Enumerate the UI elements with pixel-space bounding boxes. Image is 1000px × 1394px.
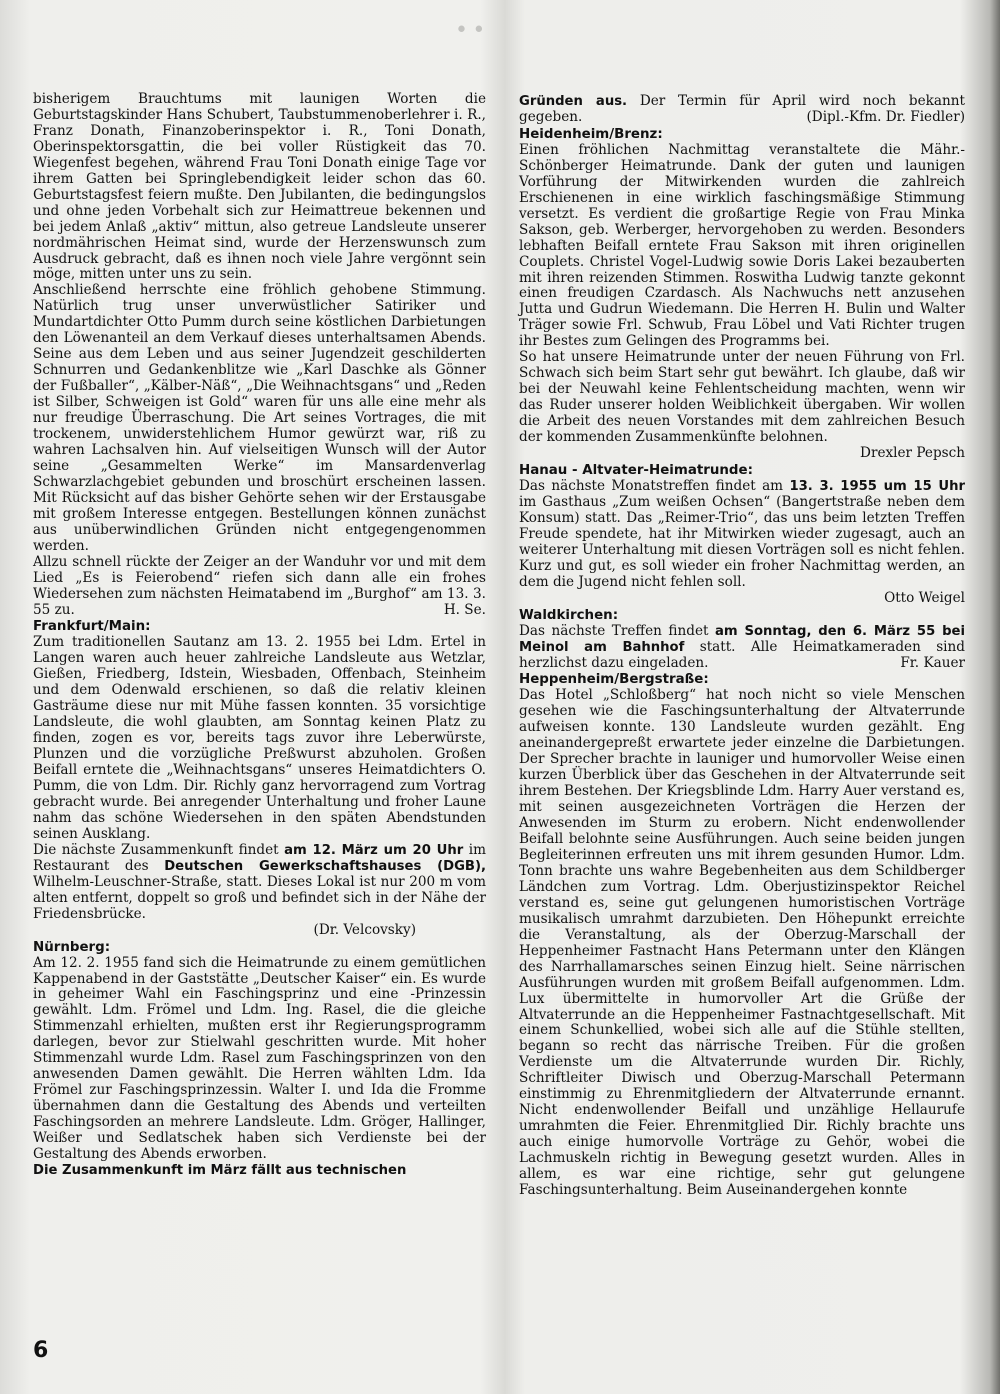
section-heading-heppenheim: Heppenheim/Bergstraße: (519, 672, 709, 688)
article-paragraph: Das Hotel „Schloßberg“ hat noch nicht so viele Menschen gesehen wie die Faschingsunterhaltung der Altvaterrunde aufweisen konnte. 130 Landsleute wurden gezählt. Eng aneinandergepreßt erwartete jeder einzelne die Darbietungen. Der Sprecher brachte in launiger und humorvoller Weise einen kurzen Überblick über das Geschehen in der Altvaterrunde seit ihrem Bestehen. Der Kriegsblinde Ldm. Harry Auer verstand es, mit seinen ausgezeichneten Vorträgen die Herzen der Anwesenden im Sturm zu erobern. Nicht endenwollender Beifall belohnte seine Ausführungen. Auch seine beiden jungen Begleiterinnen erfreuten uns mit ihrem gesunden Humor. Ldm. Tonn brachte uns wahre Begebenheiten aus dem Schildberger Ländchen zum Vortrag. Ldm. Oberjustizinspektor Reichel verstand es, seine gut gelungenen humoristischen Vorträge musikalisch umrahmt darzubieten. Den Höhepunkt erreichte die Veranstaltung, als der Oberzug-Marschall der Heppenheimer Fastnacht Hans Petermann unter den Klängen des Narrhallamarsches seinen Einzug hielt. Seine närrischen Ausführungen wurden mit großem Beifall aufgenommen. Ldm. Lux übermittelte in humorvoller Art die Grüße der Altvaterrunde an die Heppenheimer Fastnachtgesellschaft. Mit einem Schunkellied, wobei sich alle auf die Stühle stellten, begann so recht das närrische Treiben. Für die großen Verdienste um die Altvaterrunde wurden Dir. Richly, Schriftleiter Diwisch und Oberzug-Marschall Petermann einstimmig zu Ehrenmitgliedern der Altvaterrunde ernannt. Nicht endenwollender Beifall und unzählige Hellaurufe umrahmten die Feier. Ehrenmitglied Dir. Richly brachte uns auch einige humorvolle Vorträge zu Gehör, wobei die Lachmuskeln richtig in Bewegung gesetzt wurden. Alles in allem, es war eine richtige, sehr gut gelungene Faschingsunterhaltung. Beim Auseinandergehen konnte (519, 687, 965, 1198)
author-signature: Otto Weigel (884, 589, 965, 606)
paragraph-text: Das nächste Treffen findet (519, 622, 709, 639)
right-column (519, 94, 965, 1199)
article-paragraph: Am 12. 2. 1955 fand sich die Heimatrunde zu einem gemütlichen Kappenabend in der Gaststätte „Deutscher Kaiser“ ein. Es wurde in geheimer Wahl ein Faschingsprinz und eine -Prinzessin gewählt. Ldm. Frömel und Ldm. Ing. Rasel, die die gleiche Stimmenzahl erhielten, mußten erst ihr Regierungsprogramm darlegen, bevor zur Stielwahl geschritten wurde. Mit hoher Stimmenzahl wurde Ldm. Rasel zum Faschingsprinzen von den anwesenden Damen gewählt. Die Herren wählten Ldm. Ida Frömel zur Faschingsprinzessin. Walter I. und Ida die Fromme übernahmen dann die Gestaltung des Abends und verteilten Faschingsorden an mehrere Landsleute. Ldm. Gröger, Hallinger, Weißer und Sedlatschek haben sich Verdienste bei der Gestaltung des Abends erworben. (33, 954, 486, 1162)
article-paragraph (519, 624, 965, 672)
article-paragraph: Einen fröhlichen Nachmittag veranstaltete die Mähr.-Schönberger Heimatrunde. Dank der guten und launigen Vorführung der Mitwirkenden wurden die zahlreich Erschienenen in eine wirklich faschingsmäßige Stimmung versetzt. Es verdient die großartige Regie von Frau Minka Sakson, geb. Werberger, hervorgehoben zu werden. Besonders lebhaften Beifall erntete Frau Sakson mit ihren originellen Couplets. Christel Vogel-Ludwig sowie Doris Lakei bezauberten mit ihren reizenden Stimmen. Roswitha Ludwig tanzte gekonnt einen freudigen Czardasch. Als Nachwuchs nett anzusehen Jutta und Gudrun Wiedemann. Die Herren H. Bulin und Walter Träger sowie Frl. Schwub, Frau Löbel und Vati Richter trugen ihr Bestes zum Gelingen des Programms bei. (519, 141, 965, 350)
author-signature: Drexler Pepsch (860, 445, 965, 462)
left-column (33, 92, 486, 1179)
print-smudge: • • (455, 18, 486, 43)
paragraph-text: Das nächste Monatstreffen findet am (519, 477, 784, 494)
paragraph-text: im Gasthaus „Zum weißen Ochsen“ (Bangertstraße neben dem Konsum) statt. Das „Reimer-Trio“, das uns beim letzten Treffen Freude spendete, hat ihr Mitwirken wieder zugesagt, auch an weiterer Unterhaltung mit diesen Vorträgen soll es nicht fehlen. Kurz und gut, es soll wieder ein froher Nachmittag werden, an dem die Jugend nicht fehlen soll. (519, 493, 965, 590)
paragraph-text: statt. Alle Heimatkameraden sind herzlichst dazu eingeladen. (519, 638, 965, 671)
article-paragraph (33, 843, 486, 923)
bold-date: am Sonntag, den 6. März 55 bei Meinol am Bahnhof (519, 623, 965, 655)
author-signature: (Dr. Velcovsky) (313, 921, 416, 938)
author-signature: H. Se. (443, 601, 486, 618)
section-heading-frankfurt: Frankfurt/Main: (33, 619, 151, 635)
paragraph-text: im Restaurant des (33, 841, 486, 874)
bold-date: 13. 3. 1955 um 15 Uhr (789, 478, 965, 494)
article-paragraph: bisherigem Brauchtums mit launigen Worten die Geburtstagskinder Hans Schubert, Taubstummenoberlehrer i. R., Franz Donath, Finanzoberinspektor i. R., Toni Donath, Oberinspektorsgattin, die bei voller Rüstigkeit das 70. Wiegenfest begehen, während Frau Toni Donath einige Tage vor ihrem Gatten bei Springlebendigkeit leider schon das 60. Geburtstagsfest feiern mußte. Den Jubilanten, die bedingungslos und ohne jeden Vorbehalt sich zur Heimattreue bekennen und bei jedem Anlaß „aktiv“ mittun, also getreue Landsleute unserer nordmährischen Heimat sind, wurde der Herzenswunsch zum Ausdruck gebracht, daß es ihnen noch viele Jahre vergönnt sein möge, mitten unter uns zu sein. (33, 91, 486, 283)
section-heading-waldkirchen: Waldkirchen: (519, 607, 619, 623)
article-paragraph (33, 555, 486, 619)
article-paragraph: So hat unsere Heimatrunde unter der neuen Führung von Frl. Schwach sich beim Start sehr gut bewährt. Ich glaube, daß wir bei der Neuwahl keine Fehlentscheidung machten, wenn wir das Ruder unserer holden Weiblichkeit übergaben. Wir wollen die Arbeit des neuen Vorstandes mit dem zahlreichen Besuch der kommenden Zusammenkünfte belohnen. (519, 349, 965, 446)
paragraph-text: Allzu schnell rückte der Zeiger an der Wanduhr vor und mit dem Lied „Es is Feierobend“ riefen sich dann alle ein frohes Wiedersehen zum nächsten Heimatabend im „Burghof“ am 13. 3. 55 zu. (33, 553, 486, 618)
section-heading-hanau: Hanau - Altvater-Heimatrunde: (519, 462, 753, 478)
bold-date: am 12. März um 20 Uhr (284, 842, 464, 858)
paragraph-text: Die nächste Zusammenkunft findet (33, 841, 279, 858)
paragraph-text: Wilhelm-Leuschner-Straße, statt. Dieses Lokal ist nur 200 m vom alten entfernt, doppelt so groß und befindet sich in der Nähe der Friedensbrücke. (33, 873, 486, 922)
author-signature: Fr. Kauer (900, 654, 965, 671)
section-heading-nuernberg: Nürnberg: (33, 939, 111, 955)
bold-notice: Die Zusammenkunft im März fällt aus technischen (33, 1162, 407, 1178)
bold-venue: Deutschen Gewerkschaftshauses (DGB), (164, 858, 486, 874)
article-paragraph: Anschließend herrschte eine fröhlich gehobene Stimmung. Natürlich trug unser unverwüstlicher Satiriker und Mundartdichter Otto Pumm durch seine köstlichen Darbietungen den Löwenanteil an dem Verkauf dieses unterhaltsamen Abends. Seine aus dem Leben und aus seiner Jugendzeit geschilderten Schnurren und Gedankenblitze wie „Karl Daschke als Gönner der Fußballer“, „Kälber-Näß“, „Die Weihnachtsgans“ und „Reden ist Silber, Schweigen ist Gold“ waren für uns alle eine mehr als nur freudige Überraschung. Die Art seines Vortrages, die mit trockenem, unwiderstehlichem Humor gewürzt war, riß zu wahren Lachsalven hin. Auf vielseitigen Wunsch will der Autor seine „Gesammelten Werke“ im Mansardenverlag Schwarzlachgebiet gebunden und broschürt erscheinen lassen. Mit Rücksicht auf das bisher Gehörte sehen wir der Erstausgabe mit großem Interesse entgegen. Bestellungen können zunächst aus unüberwindlichen Gründen nicht entgegengenommen werden. (33, 282, 486, 554)
bold-notice: Gründen aus. (519, 94, 628, 109)
page-number: 6 (33, 1338, 49, 1363)
article-paragraph (519, 479, 965, 591)
article-paragraph (519, 94, 965, 126)
section-heading-heidenheim: Heidenheim/Brenz: (519, 126, 663, 142)
article-paragraph: Zum traditionellen Sautanz am 13. 2. 1955 bei Ldm. Ertel in Langen waren auch heuer zahlreiche Landsleute aus Wetzlar, Gießen, Friedberg, Idstein, Wiesbaden, Offenbach, Steinheim und dem Odenwald erschienen, so daß die relativ kleinen Gasträume diese nur mit Mühe fassen konnten. 35 vorsichtige Landsleute, die wohl glaubten, am Sonntag keinen Platz zu finden, zogen es vor, bereits tags zuvor ihre Leberwürste, Plunzen und die vorzügliche Preßwurst abzuholen. Großen Beifall erntete die „Weihnachtsgans“ unseres Heimatdichters O. Pumm, die von Ldm. Dir. Richly ganz hervorragend zum Vortrag gebracht wurde. Bei anregender Unterhaltung und froher Laune nahm das schöne Wiedersehen in den späten Abendstunden seinen Ausklang. (33, 634, 486, 842)
author-signature: (Dipl.-Kfm. Dr. Fiedler) (806, 108, 965, 125)
paragraph-text: Der Termin für April wird noch bekannt gegeben. (519, 93, 965, 125)
